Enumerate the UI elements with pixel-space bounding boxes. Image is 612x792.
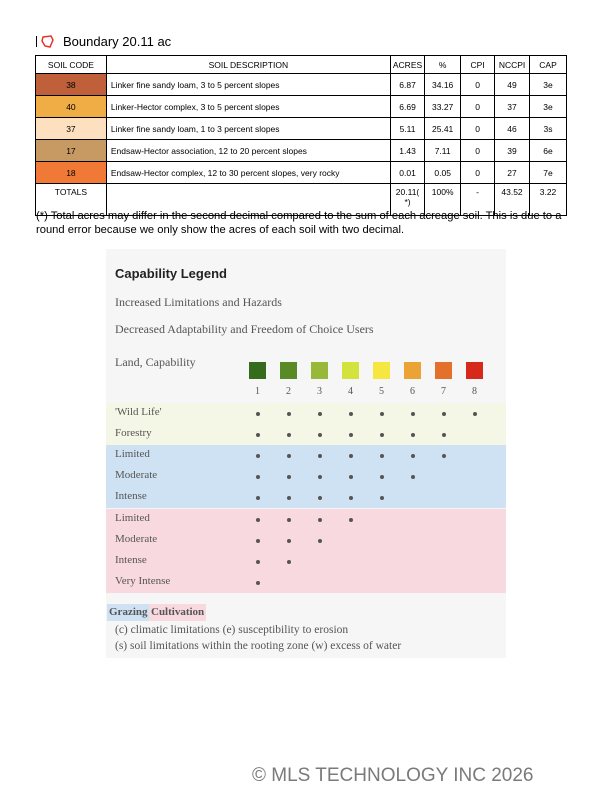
legend-row-label: Intense — [115, 490, 147, 502]
legend-row — [106, 530, 506, 551]
capability-class-2-swatch — [280, 362, 297, 379]
table-row — [36, 118, 567, 140]
capability-class-8-swatch — [466, 362, 483, 379]
acres-cell: 6.69 — [390, 96, 424, 118]
acres-cell: 6.87 — [390, 74, 424, 96]
percent-cell: 25.41 — [425, 118, 461, 140]
legend-dot — [287, 412, 291, 416]
legend-dot — [318, 518, 322, 522]
legend-capability-label: Land, Capability — [115, 355, 196, 369]
legend-dot — [318, 496, 322, 500]
capability-class-8-number: 8 — [472, 386, 477, 397]
legend-dot — [318, 475, 322, 479]
soil-description-cell: Endsaw-Hector association, 12 to 20 percent slopes — [106, 140, 390, 162]
grazing-tag: Grazing — [107, 604, 150, 621]
totals-cap: 3.22 — [530, 184, 567, 216]
legend-dot — [256, 560, 260, 564]
soil-description-cell: Linker fine sandy loam, 1 to 3 percent slopes — [106, 118, 390, 140]
copyright-watermark: © MLS TECHNOLOGY INC 2026 — [252, 765, 534, 786]
legend-dot — [256, 539, 260, 543]
legend-dot — [256, 475, 260, 479]
legend-dot — [287, 560, 291, 564]
totals-cpi: - — [461, 184, 495, 216]
legend-footnote-2: (s) soil limitations within the rooting zone (w) excess of water — [115, 640, 402, 652]
nccpi-cell: 37 — [495, 96, 530, 118]
soil-code-cell: 40 — [36, 96, 107, 118]
legend-row — [106, 487, 506, 508]
soil-description-cell: Linker fine sandy loam, 3 to 5 percent slopes — [106, 74, 390, 96]
legend-dot — [256, 496, 260, 500]
legend-row — [106, 424, 506, 445]
legend-row-label: Forestry — [115, 427, 152, 439]
legend-dot — [442, 412, 446, 416]
cap-cell: 7e — [530, 162, 567, 184]
legend-row — [106, 572, 506, 593]
legend-title: Capability Legend — [115, 266, 227, 281]
legend-dot — [411, 412, 415, 416]
legend-dot — [349, 433, 353, 437]
cap-cell: 3e — [530, 96, 567, 118]
legend-dot — [380, 475, 384, 479]
legend-dot — [473, 412, 477, 416]
cpi-cell: 0 — [461, 118, 495, 140]
legend-row — [106, 403, 506, 424]
capability-legend — [106, 249, 506, 658]
totals-label: TOTALS — [36, 184, 107, 216]
capability-class-1-swatch — [249, 362, 266, 379]
legend-footnote-1: (c) climatic limitations (e) susceptibility to erosion — [115, 624, 349, 636]
cap-cell: 6e — [530, 140, 567, 162]
percent-cell: 33.27 — [425, 96, 461, 118]
cultivation-tag: Cultivation — [149, 604, 206, 621]
soil-code-cell: 18 — [36, 162, 107, 184]
capability-class-7-number: 7 — [441, 386, 446, 397]
divider — [36, 36, 37, 47]
legend-dot — [318, 539, 322, 543]
legend-line-adaptability: Decreased Adaptability and Freedom of Choice Users — [115, 322, 374, 336]
legend-row — [106, 445, 506, 466]
col-header-percent: % — [425, 56, 461, 74]
col-header-soil-description: SOIL DESCRIPTION — [106, 56, 390, 74]
rounding-note: (*) Total acres may differ in the second decimal compared to the sum of each acreage soil. This is due to a round error because we only show the acres of each soil with two decimal. — [36, 210, 562, 236]
col-header-nccpi: NCCPI — [495, 56, 530, 74]
capability-class-4-number: 4 — [348, 386, 353, 397]
col-header-soil-code: SOIL CODE — [36, 56, 107, 74]
legend-dot — [349, 475, 353, 479]
legend-dot — [256, 433, 260, 437]
legend-row-label: Limited — [115, 448, 150, 460]
legend-dot — [287, 475, 291, 479]
soil-code-cell: 17 — [36, 140, 107, 162]
capability-class-1-number: 1 — [255, 386, 260, 397]
legend-dot — [349, 454, 353, 458]
soil-description-cell: Linker-Hector complex, 3 to 5 percent slopes — [106, 96, 390, 118]
cpi-cell: 0 — [461, 74, 495, 96]
legend-dot — [442, 454, 446, 458]
legend-dot — [411, 454, 415, 458]
cpi-cell: 0 — [461, 96, 495, 118]
legend-dot — [256, 581, 260, 585]
legend-row — [106, 466, 506, 487]
col-header-cpi: CPI — [461, 56, 495, 74]
legend-row — [106, 551, 506, 572]
boundary-label: Boundary 20.11 ac — [63, 33, 172, 49]
legend-dot — [287, 433, 291, 437]
legend-dot — [256, 454, 260, 458]
legend-row-label: 'Wild Life' — [115, 406, 162, 418]
capability-class-5-number: 5 — [379, 386, 384, 397]
capability-class-3-number: 3 — [317, 386, 322, 397]
nccpi-cell: 39 — [495, 140, 530, 162]
table-row — [36, 74, 567, 96]
boundary-header — [36, 32, 171, 50]
legend-row-label: Intense — [115, 554, 147, 566]
legend-row-label: Limited — [115, 512, 150, 524]
table-row — [36, 162, 567, 184]
legend-dot — [349, 412, 353, 416]
legend-dot — [318, 433, 322, 437]
nccpi-cell: 49 — [495, 74, 530, 96]
legend-dot — [318, 412, 322, 416]
acres-cell: 0.01 — [390, 162, 424, 184]
nccpi-cell: 46 — [495, 118, 530, 140]
legend-dot — [349, 496, 353, 500]
legend-row-label: Moderate — [115, 533, 158, 545]
totals-acres: 20.11( *) — [390, 184, 424, 216]
percent-cell: 34.16 — [425, 74, 461, 96]
boundary-polygon-icon — [41, 35, 55, 48]
capability-class-2-number: 2 — [286, 386, 291, 397]
cap-cell: 3e — [530, 74, 567, 96]
legend-dot — [380, 454, 384, 458]
legend-dot — [256, 518, 260, 522]
legend-dot — [287, 496, 291, 500]
legend-dot — [349, 518, 353, 522]
capability-class-6-number: 6 — [410, 386, 415, 397]
soil-code-cell: 37 — [36, 118, 107, 140]
soil-table — [35, 55, 567, 216]
legend-dot — [287, 539, 291, 543]
legend-dot — [380, 496, 384, 500]
legend-dot — [411, 475, 415, 479]
legend-dot — [287, 454, 291, 458]
cpi-cell: 0 — [461, 162, 495, 184]
legend-dot — [318, 454, 322, 458]
percent-cell: 7.11 — [425, 140, 461, 162]
capability-class-6-swatch — [404, 362, 421, 379]
legend-line-limitations: Increased Limitations and Hazards — [115, 295, 282, 309]
table-row — [36, 140, 567, 162]
totals-nccpi: 43.52 — [495, 184, 530, 216]
legend-dot — [256, 412, 260, 416]
capability-class-3-swatch — [311, 362, 328, 379]
col-header-acres: ACRES — [390, 56, 424, 74]
totals-percent: 100% — [425, 184, 461, 216]
legend-dot — [287, 518, 291, 522]
legend-dot — [380, 412, 384, 416]
capability-class-4-swatch — [342, 362, 359, 379]
legend-dot — [442, 433, 446, 437]
legend-dot — [380, 433, 384, 437]
legend-row-label: Moderate — [115, 469, 158, 481]
cpi-cell: 0 — [461, 140, 495, 162]
acres-cell: 1.43 — [390, 140, 424, 162]
col-header-cap: CAP — [530, 56, 567, 74]
legend-dot — [411, 433, 415, 437]
legend-row-label: Very Intense — [115, 575, 171, 587]
soil-code-cell: 38 — [36, 74, 107, 96]
capability-class-7-swatch — [435, 362, 452, 379]
table-header-row — [36, 56, 567, 74]
acres-cell: 5.11 — [390, 118, 424, 140]
cap-cell: 3s — [530, 118, 567, 140]
nccpi-cell: 27 — [495, 162, 530, 184]
soil-description-cell: Endsaw-Hector complex, 12 to 30 percent slopes, very rocky — [106, 162, 390, 184]
capability-class-5-swatch — [373, 362, 390, 379]
legend-row — [106, 509, 506, 530]
percent-cell: 0.05 — [425, 162, 461, 184]
table-row — [36, 96, 567, 118]
